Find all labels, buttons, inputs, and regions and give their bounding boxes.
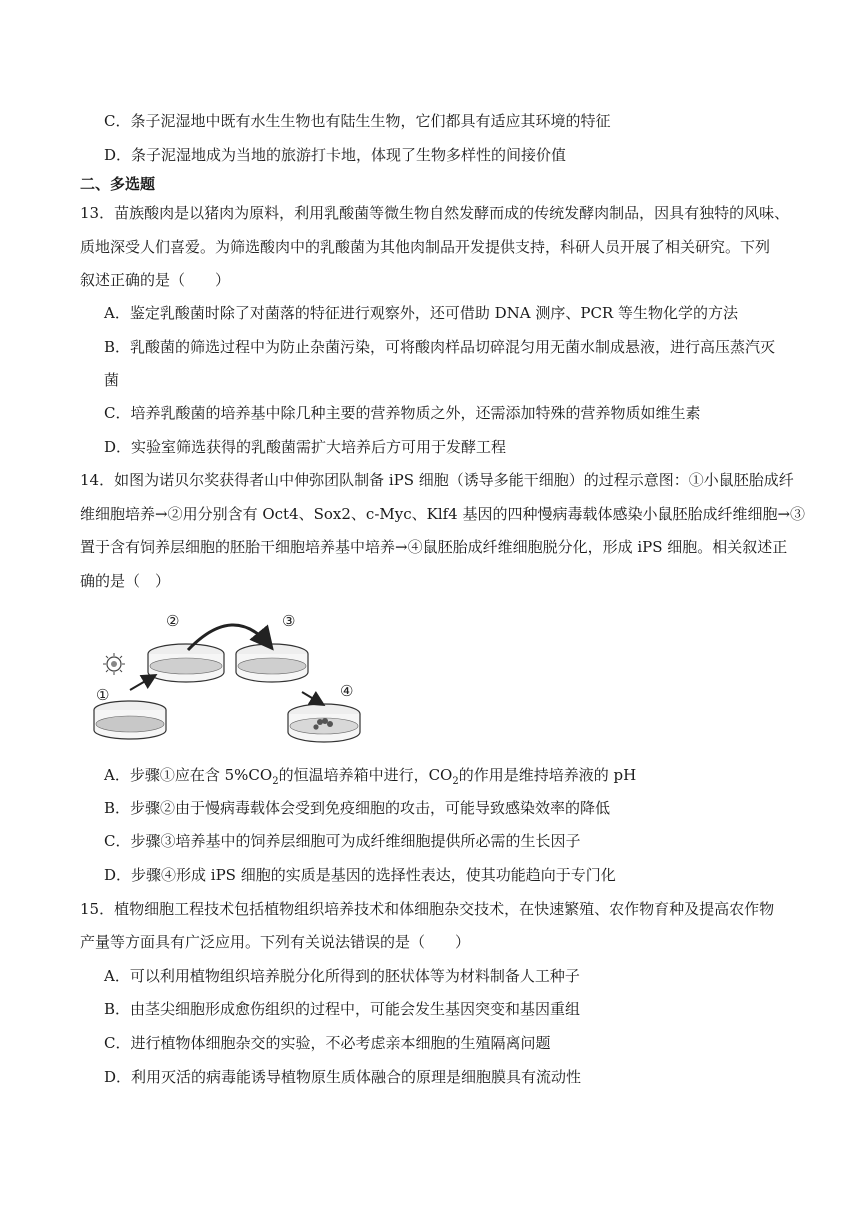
- q15-stem-line-1: 15．植物细胞工程技术包括植物组织培养技术和体细胞杂交技术，在快速繁殖、农作物育种及提高农作物: [80, 900, 775, 918]
- figure-label-1: ①: [96, 686, 110, 704]
- dish-1: [94, 701, 166, 739]
- figure-label-2: ②: [166, 612, 180, 630]
- q14-stem-line-3: 置于含有饲养层细胞的胚胎干细胞培养基中培养→④鼠胚胎成纤维细胞脱分化，形成 iPS 细胞。相关叙述正: [80, 538, 788, 556]
- section-heading: 二、多选题: [80, 175, 156, 193]
- q14-option-c: C．步骤③培养基中的饲养层细胞可为成纤维细胞提供所必需的生长因子: [104, 832, 581, 850]
- q15-option-a: A．可以利用植物组织培养脱分化所得到的胚状体等为材料制备人工种子: [104, 967, 580, 985]
- q13-option-b-cont: 菌: [104, 371, 120, 389]
- q14-stem-line-2: 维细胞培养→②用分别含有 Oct4、Sox2、c-Myc、Klf4 基因的四种慢病毒载体感染小鼠胚胎成纤维细胞→③: [80, 505, 806, 523]
- q14-option-a: A．步骤①应在含 $5\%CO_2$的恒温培养箱中进行，$CO_2$的作用是维持培养液的 pH: [104, 766, 637, 787]
- q14-option-b: B．步骤②由于慢病毒载体会受到免疫细胞的攻击，可能导致感染效率的降低: [104, 799, 611, 817]
- q13-option-b: B．乳酸菌的筛选过程中为防止杂菌污染，可将酸肉样品切碎混匀用无菌水制成悬液，进行高压蒸汽灭: [104, 338, 776, 356]
- dish-4: [288, 704, 360, 742]
- arrow-1-2: [130, 676, 154, 690]
- q15-option-d: D．利用灭活的病毒能诱导植物原生质体融合的原理是细胞膜具有流动性: [104, 1068, 582, 1086]
- q15-option-b: B．由茎尖细胞形成愈伤组织的过程中，可能会发生基因突变和基因重组: [104, 1000, 581, 1018]
- figure-label-4: ④: [340, 682, 354, 700]
- q12-option-c: C．条子泥湿地中既有水生生物也有陆生生物，它们都具有适应其环境的特征: [104, 112, 611, 130]
- q13-stem-line-3: 叙述正确的是（ ）: [80, 271, 231, 289]
- q14-option-d: D．步骤④形成 iPS 细胞的实质是基因的选择性表达，使其功能趋向于专门化: [104, 866, 616, 884]
- q13-stem-line-1: 13．苗族酸肉是以猪肉为原料，利用乳酸菌等微生物自然发酵而成的传统发酵肉制品，因具有独特的风味、: [80, 204, 790, 222]
- q12-option-d: D．条子泥湿地成为当地的旅游打卡地，体现了生物多样性的间接价值: [104, 146, 567, 164]
- q13-option-d: D．实验室筛选获得的乳酸菌需扩大培养后方可用于发酵工程: [104, 438, 507, 456]
- dish-3: [236, 644, 308, 682]
- q14-stem-line-4: 确的是（ ）: [80, 572, 171, 590]
- q14-stem-line-1: 14．如图为诺贝尔奖获得者山中伸弥团队制备 iPS 细胞（诱导多能干细胞）的过程示意图：①小鼠胚胎成纤: [80, 471, 794, 489]
- q13-option-c: C．培养乳酸菌的培养基中除几种主要的营养物质之外，还需添加特殊的营养物质如维生素: [104, 404, 701, 422]
- q13-stem-line-2: 质地深受人们喜爱。为筛选酸肉中的乳酸菌为其他肉制品开发提供支持，科研人员开展了相关研究。下列: [80, 238, 771, 256]
- q13-option-a: A．鉴定乳酸菌时除了对菌落的特征进行观察外，还可借助 DNA 测序、PCR 等生物化学的方法: [104, 304, 738, 322]
- dish-2: [148, 644, 224, 682]
- arrow-3-4: [302, 692, 322, 704]
- virus-icon: [103, 653, 125, 675]
- figure-label-3: ③: [282, 612, 296, 630]
- q15-stem-line-2: 产量等方面具有广泛应用。下列有关说法错误的是（ ）: [80, 933, 471, 951]
- q15-option-c: C．进行植物体细胞杂交的实验，不必考虑亲本细胞的生殖隔离问题: [104, 1034, 551, 1052]
- ips-process-figure: [84, 606, 384, 752]
